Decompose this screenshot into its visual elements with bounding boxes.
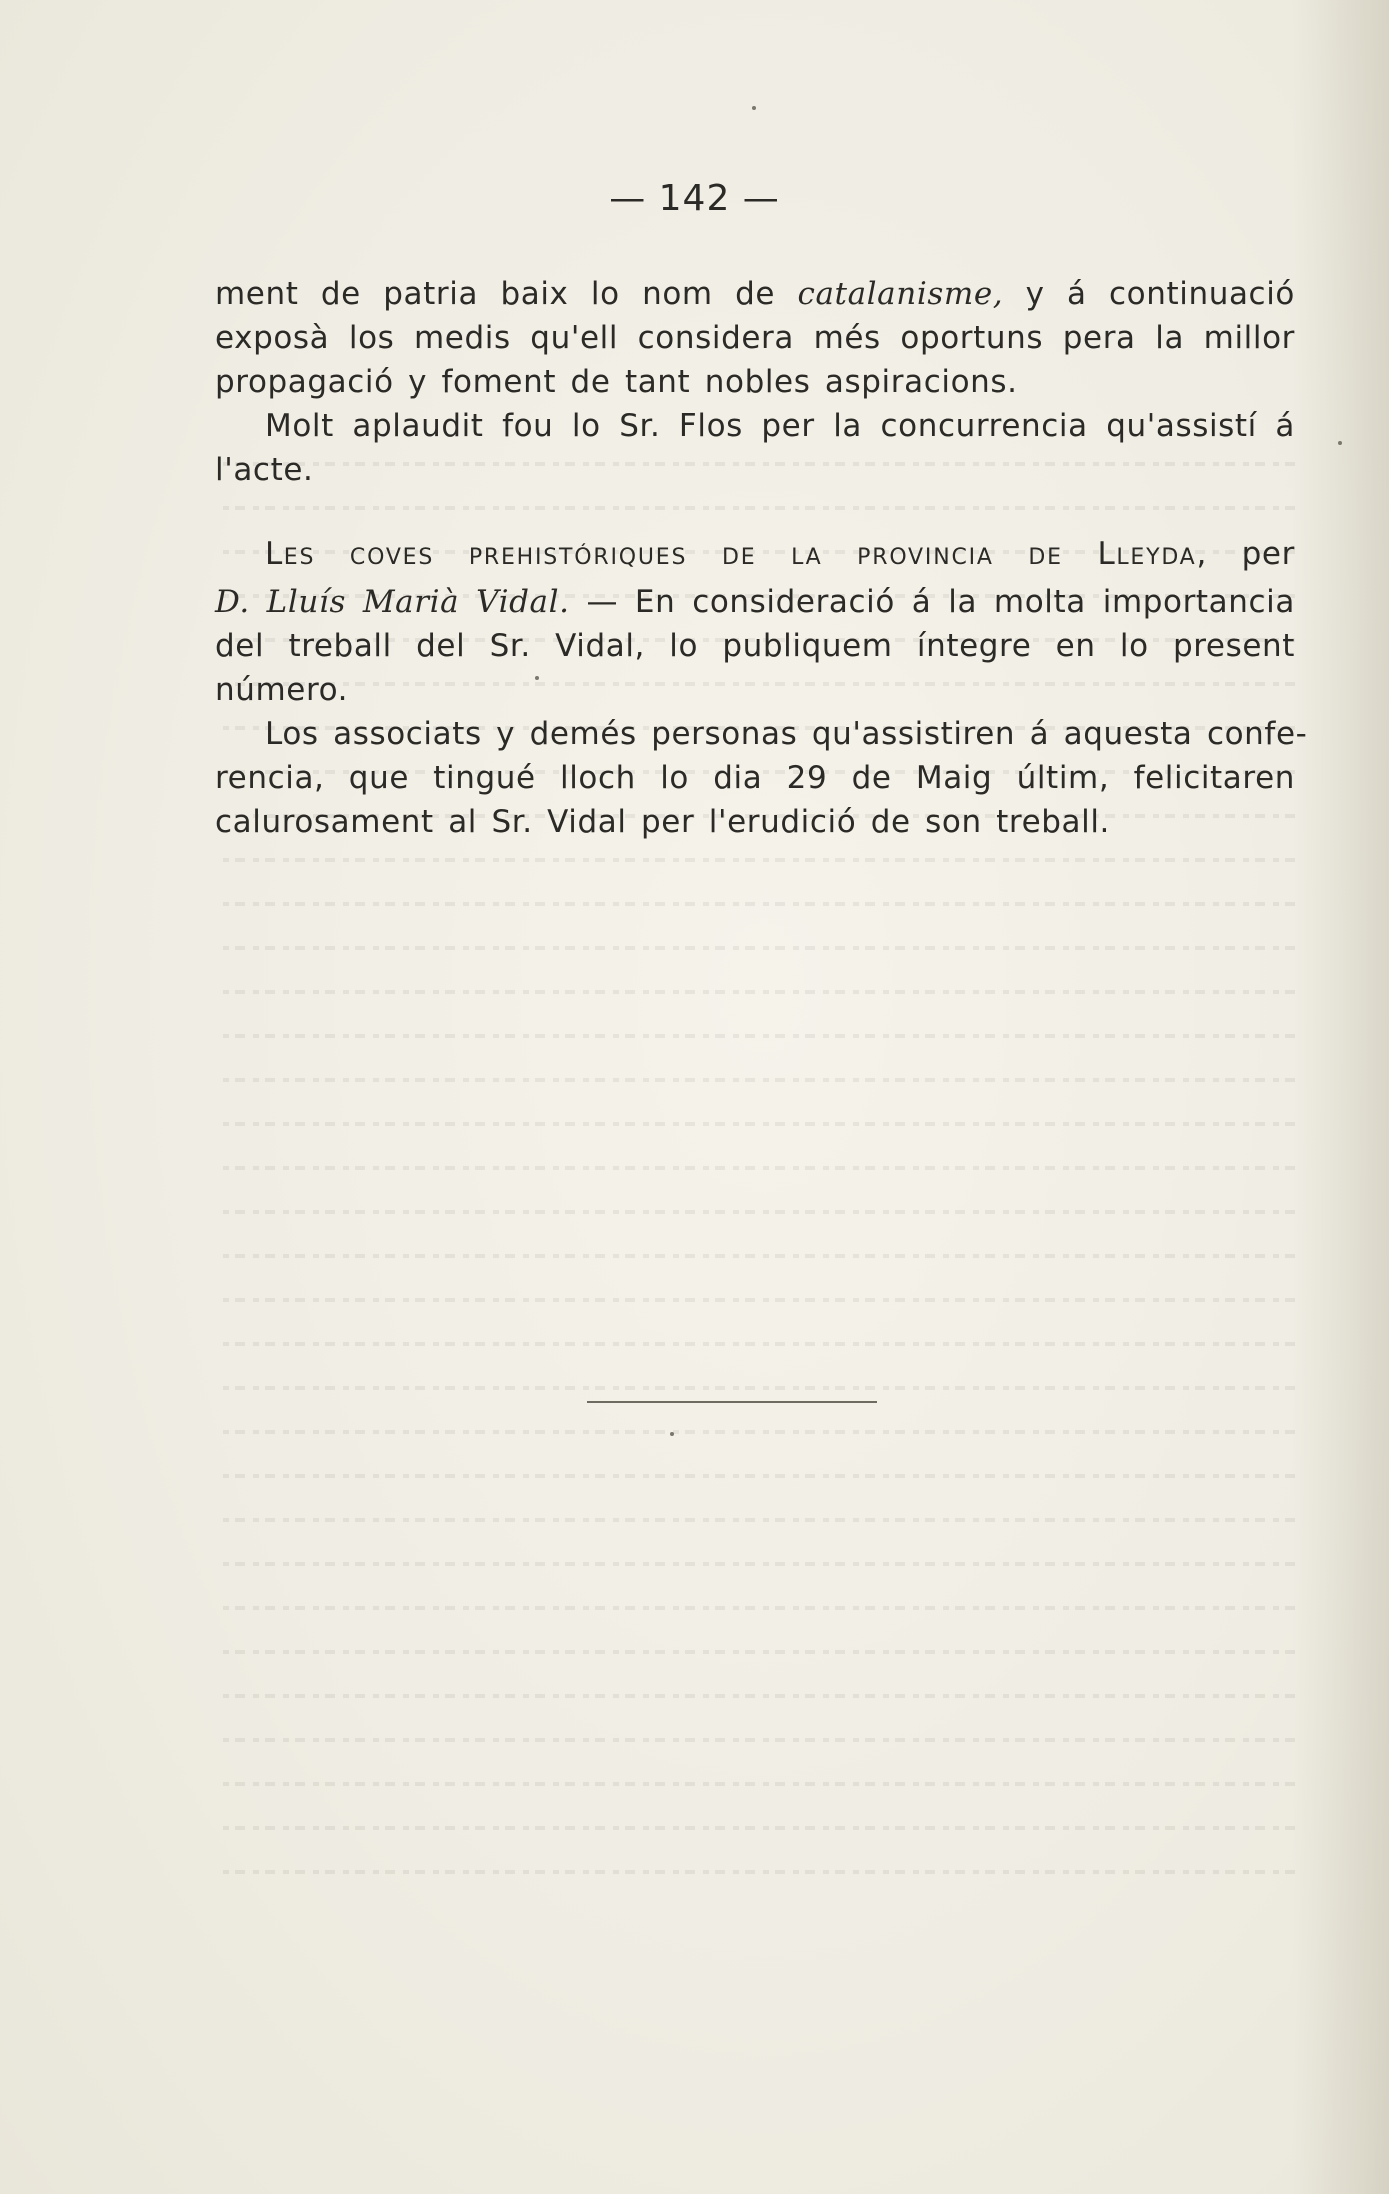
text-line: del treball del Sr. Vidal, lo publiquem íntegre en lo present <box>215 628 1295 664</box>
page-number: — 142 — <box>609 178 780 219</box>
paper-speck <box>535 676 539 680</box>
closing-rule <box>587 1401 877 1403</box>
heading-word: DE <box>1028 545 1063 570</box>
text-line: l'acte. <box>215 452 314 488</box>
heading-word: LA <box>791 545 823 570</box>
text-line <box>215 580 1295 624</box>
text-line: calurosament al Sr. Vidal per l'erudició de son treball. <box>215 804 1111 840</box>
paper-speck <box>670 1432 674 1436</box>
text-line: Molt aplaudit fou lo Sr. Flos per la concurrencia qu'assistí á <box>265 408 1295 444</box>
text-run: y á continuació <box>1003 276 1295 312</box>
section-heading <box>215 532 1295 580</box>
text-line: rencia, que tingué lloch lo dia 29 de Maig últim, felicitaren <box>215 760 1295 796</box>
heading-tail: , per <box>1196 536 1295 572</box>
author-name: D. Lluís Marià Vidal. <box>215 584 570 620</box>
heading-word: PROVINCIA <box>857 545 994 570</box>
text-line: exposà los medis qu'ell considera més oportuns pera la millor <box>215 320 1295 356</box>
text-line: Los associats y demés personas qu'assistiren á aquesta confe- <box>265 716 1308 752</box>
text-run: ment de patria baix lo nom de <box>215 276 798 312</box>
text-line <box>215 272 1295 316</box>
paper-speck <box>1338 441 1342 445</box>
heading-word: COVES <box>349 545 435 570</box>
heading-word: ES <box>283 545 316 570</box>
italic-term: catalanisme, <box>797 276 1004 312</box>
heading-initial: L <box>265 536 284 572</box>
body-text <box>215 272 1308 844</box>
paper-speck <box>752 106 756 110</box>
text-run: — En consideració á la molta importancia <box>569 584 1295 620</box>
text-line: propagació y foment de tant nobles aspiracions. <box>215 364 1018 400</box>
heading-word: LEYDA <box>1116 545 1197 570</box>
heading-initial: L <box>1097 536 1117 572</box>
heading-word: DE <box>721 545 757 570</box>
heading-word: PREHISTÓRIQUES <box>468 545 688 570</box>
text-line: número. <box>215 672 349 708</box>
section-gap <box>215 492 1295 532</box>
